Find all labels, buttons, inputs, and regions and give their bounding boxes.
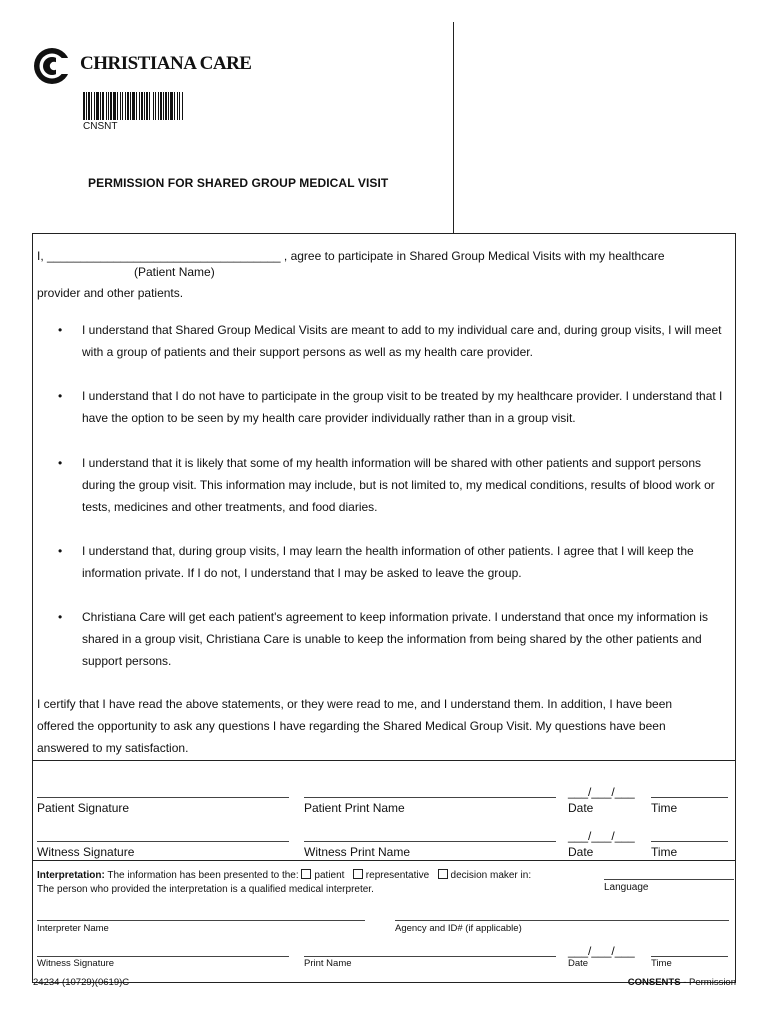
interp-witness-signature-line[interactable] bbox=[37, 956, 289, 957]
bullet-item: I understand that Shared Group Medical Visits are meant to add to my individual care and, during group visits, I will meet with a group of patients and their support persons as well as my health care provider. bbox=[82, 323, 722, 359]
patient-date-blank[interactable]: ___/___/___ bbox=[568, 785, 635, 799]
patient-name-caption: (Patient Name) bbox=[134, 265, 215, 279]
patient-signature-label: Patient Signature bbox=[37, 801, 130, 815]
bullet-marker: • bbox=[58, 456, 63, 470]
interp-date-blank[interactable]: ___/___/___ bbox=[568, 944, 635, 958]
certify-line-1: I certify that I have read the above statements, or they were read to me, and I understand them. In addition, I have been bbox=[37, 697, 673, 711]
bullet-marker: • bbox=[58, 544, 63, 558]
bullet-item: I understand that I do not have to participate in the group visit to be treated by my healthcare provider. I understand that I have the option to be seen by my health care provider individually rather than in a group visit. bbox=[82, 389, 723, 425]
witness-date-label: Date bbox=[568, 845, 594, 859]
bullet-marker: • bbox=[58, 323, 63, 337]
form-category-rest: - Permission bbox=[680, 977, 736, 988]
interp-date-label: Date bbox=[568, 958, 589, 969]
agency-id-line[interactable] bbox=[395, 920, 729, 921]
section-divider bbox=[32, 760, 736, 761]
logo-wordmark bbox=[80, 53, 251, 75]
bullet-item: I understand that, during group visits, I may learn the health information of other patients. I agree that I will keep the information private. If I do not, I understand that I may be asked to leave the group. bbox=[82, 544, 694, 580]
interp-witness-signature-label: Witness Signature bbox=[37, 958, 115, 969]
representative-checkbox[interactable] bbox=[353, 869, 363, 879]
language-label: Language bbox=[604, 882, 649, 893]
intro-line-2: provider and other patients. bbox=[37, 286, 184, 300]
patient-date-label: Date bbox=[568, 801, 594, 815]
barcode-code: CNSNT bbox=[83, 121, 118, 132]
header-divider bbox=[453, 22, 454, 233]
decision-maker-option-label: decision maker in: bbox=[450, 870, 532, 881]
patient-print-name-label: Patient Print Name bbox=[304, 801, 405, 815]
certify-line-3: answered to my satisfaction. bbox=[37, 741, 189, 755]
bullet-item: Christiana Care will get each patient's agreement to keep information private. I understand that once my information is shared in a group visit, Christiana Care is unable to keep the information from being shared by the other patients and support persons. bbox=[82, 610, 708, 668]
certify-line-2: offered the opportunity to ask any questions I have regarding the Shared Medical Group Visit. My questions have been bbox=[37, 719, 666, 733]
language-line[interactable] bbox=[604, 879, 734, 880]
agency-id-label: Agency and ID# (if applicable) bbox=[395, 923, 522, 934]
interp-time-line[interactable] bbox=[651, 956, 728, 957]
interpreter-name-label: Interpreter Name bbox=[37, 923, 109, 934]
interp-print-name-label: Print Name bbox=[304, 958, 352, 969]
witness-signature-label: Witness Signature bbox=[37, 845, 135, 859]
interpretation-label: Interpretation: bbox=[37, 870, 105, 881]
interpretation-row bbox=[37, 869, 531, 881]
witness-print-name-label: Witness Print Name bbox=[304, 845, 411, 859]
form-number: 24234 (10729)(0619)C bbox=[33, 977, 130, 988]
logo-primary: CHRISTIANA bbox=[80, 53, 196, 74]
witness-signature-line[interactable] bbox=[37, 841, 289, 842]
bullet-marker: • bbox=[58, 389, 63, 403]
patient-print-name-line[interactable] bbox=[304, 797, 556, 798]
interpreter-name-line[interactable] bbox=[37, 920, 365, 921]
patient-checkbox[interactable] bbox=[301, 869, 311, 879]
form-category-bold: CONSENTS bbox=[627, 977, 681, 988]
form-title: PERMISSION FOR SHARED GROUP MEDICAL VISIT bbox=[88, 176, 389, 190]
intro-line-1: I, ___________________________________ , agree to participate in Shared Group Medical Visits with my healthcare bbox=[37, 249, 665, 263]
patient-time-label: Time bbox=[651, 801, 678, 815]
interp-time-label: Time bbox=[651, 958, 672, 969]
decision-maker-checkbox[interactable] bbox=[438, 869, 448, 879]
form-category bbox=[628, 977, 736, 988]
witness-time-label: Time bbox=[651, 845, 678, 859]
witness-time-line[interactable] bbox=[651, 841, 728, 842]
barcode-icon bbox=[83, 92, 225, 120]
logo-secondary: CARE bbox=[199, 53, 252, 74]
witness-date-blank[interactable]: ___/___/___ bbox=[568, 829, 635, 843]
qualified-interpreter-text: The person who provided the interpretation is a qualified medical interpreter. bbox=[37, 884, 374, 895]
witness-print-name-line[interactable] bbox=[304, 841, 556, 842]
interp-print-name-line[interactable] bbox=[304, 956, 556, 957]
interpretation-text: The information has been presented to the: bbox=[107, 870, 299, 881]
patient-signature-line[interactable] bbox=[37, 797, 289, 798]
christiana-care-logo-icon bbox=[32, 46, 72, 86]
patient-option-label: patient bbox=[314, 870, 345, 881]
bullet-marker: • bbox=[58, 610, 63, 624]
interpretation-divider bbox=[32, 860, 736, 861]
patient-time-line[interactable] bbox=[651, 797, 728, 798]
representative-option-label: representative bbox=[365, 870, 430, 881]
bullet-item: I understand that it is likely that some of my health information will be shared with other patients and support persons during the group visit. This information may include, but is not limited to, my medical conditions, results of blood work or tests, medicines and other treatments, and food diaries. bbox=[82, 456, 715, 514]
